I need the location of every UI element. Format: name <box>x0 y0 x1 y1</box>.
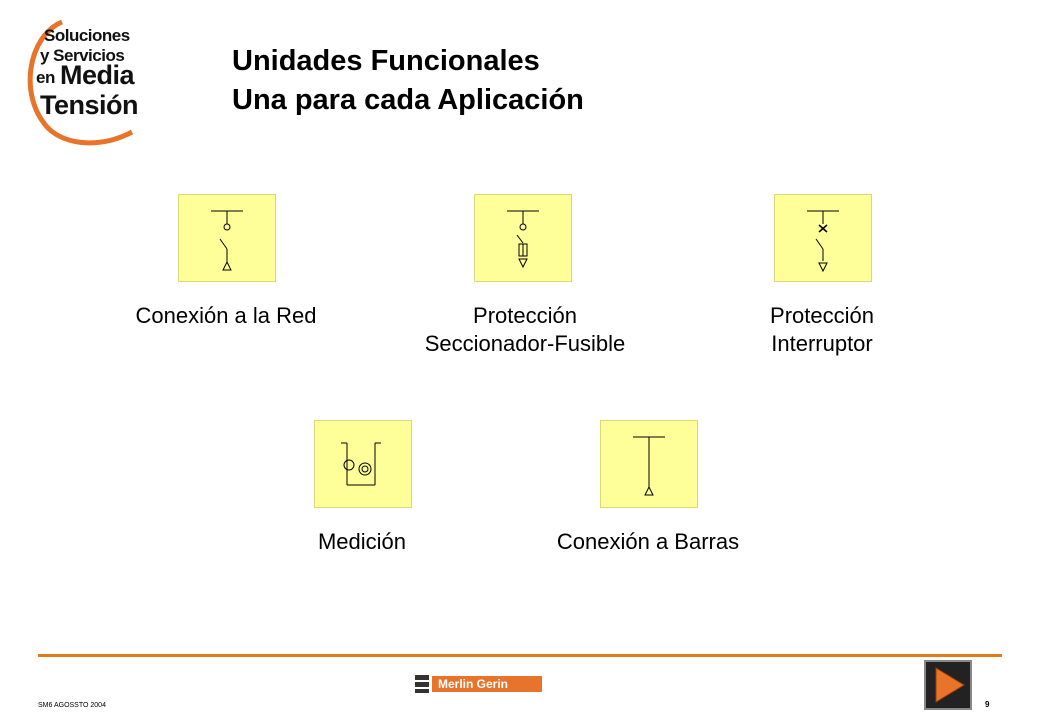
unit-interruptor[interactable] <box>774 194 872 282</box>
label-fusible-line2: Seccionador-Fusible <box>424 331 626 356</box>
label-conexion-barras: Conexión a Barras <box>556 529 740 554</box>
footer-divider <box>38 654 1002 657</box>
merlin-gerin-emblem-icon <box>414 674 430 694</box>
circuit-breaker-symbol-icon <box>775 195 871 281</box>
footer-date: SM6 AGOSSTO 2004 <box>38 702 106 709</box>
busbar-symbol-icon <box>601 421 697 507</box>
title-line1: Unidades Funcionales <box>232 45 540 77</box>
label-interruptor-line2: Interruptor <box>771 331 873 356</box>
merlin-gerin-brand: Merlin Gerin <box>432 676 542 692</box>
unit-conexion-barras[interactable] <box>600 420 698 508</box>
logo-line3a: en <box>36 68 55 87</box>
merlin-gerin-logo <box>414 674 544 694</box>
metering-symbol-icon <box>315 421 411 507</box>
fuse-switch-symbol-icon <box>475 195 571 281</box>
play-arrow-icon <box>926 662 970 708</box>
label-fusible-line1: Protección <box>473 303 577 328</box>
unit-medicion[interactable] <box>314 420 412 508</box>
logo-line1: Soluciones <box>44 26 130 45</box>
disconnector-symbol-icon <box>179 195 275 281</box>
title-line2: Una para cada Aplicación <box>232 84 584 116</box>
page-title <box>232 42 584 120</box>
label-conexion-red: Conexión a la Red <box>135 303 317 328</box>
label-interruptor <box>722 302 922 358</box>
next-slide-button[interactable] <box>924 660 972 710</box>
logo <box>22 16 142 146</box>
page-number: 9 <box>985 700 990 709</box>
label-medicion: Medición <box>317 529 407 554</box>
unit-seccionador-fusible[interactable] <box>474 194 572 282</box>
label-seccionador-fusible <box>400 302 650 358</box>
logo-line4: Tensión <box>40 90 139 120</box>
label-interruptor-line1: Protección <box>770 303 874 328</box>
unit-conexion-red[interactable] <box>178 194 276 282</box>
logo-line2: y Servicios <box>40 46 125 65</box>
logo-line3b: Media <box>60 60 135 90</box>
